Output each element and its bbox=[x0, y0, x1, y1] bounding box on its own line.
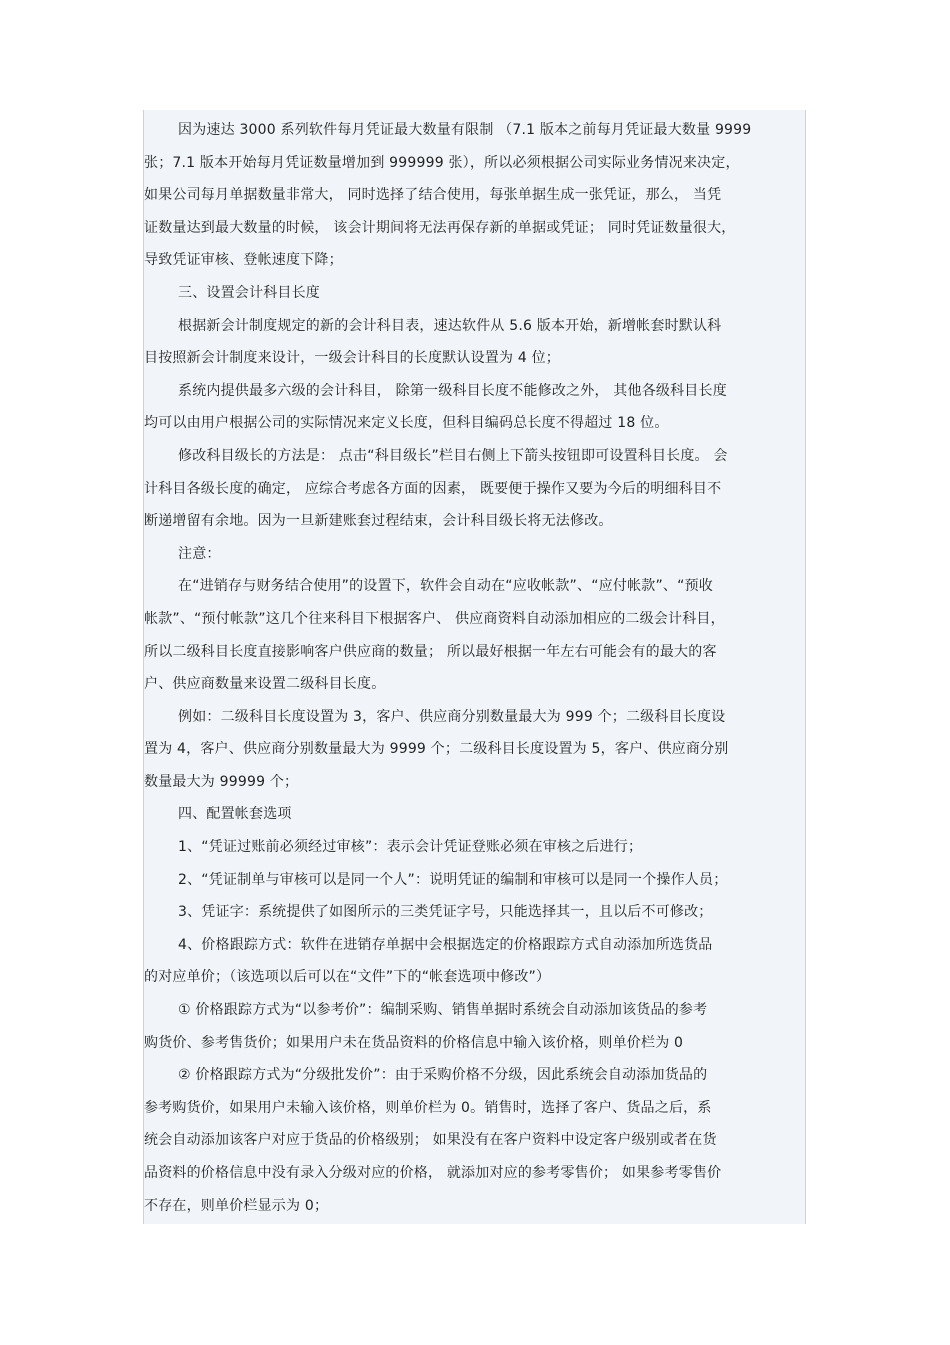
paragraph bbox=[144, 440, 807, 538]
paragraph bbox=[144, 1059, 807, 1222]
text-line: 1、“凭证过账前必须经过审核”：表示会计凭证登账必须在审核之后进行； bbox=[178, 839, 643, 856]
paragraph bbox=[144, 310, 807, 375]
paragraph bbox=[144, 994, 807, 1059]
paragraph bbox=[144, 538, 807, 571]
text-line: 置为 4，客户、供应商分别数量最大为 9999 个；二级科目长度设置为 5，客户、供应商分别 bbox=[144, 741, 729, 758]
text-line: 参考购货价，如果用户未输入该价格，则单价栏为 0。销售时，选择了客户、货品之后，系 bbox=[144, 1099, 712, 1116]
text-line: 购货价、参考售货价；如果用户未在货品资料的价格信息中输入该价格，则单价栏为 0 bbox=[144, 1034, 684, 1051]
text-line: 张；7.1 版本开始每月凭证数量增加到 999999 张），所以必须根据公司实际业务情况来决定， bbox=[144, 154, 740, 171]
text-line: 修改科目级长的方法是： 点击“科目级长”栏目右侧上下箭头按钮即可设置科目长度。 会 bbox=[178, 447, 728, 464]
text-line: 均可以由用户根据公司的实际情况来定义长度，但科目编码总长度不得超过 18 位。 bbox=[144, 415, 669, 432]
text-line: 如果公司每月单据数量非常大， 同时选择了结合使用，每张单据生成一张凭证，那么， 当凭 bbox=[144, 187, 722, 204]
document-page bbox=[143, 110, 806, 1224]
paragraph bbox=[144, 831, 807, 864]
text-line: 例如：二级科目长度设置为 3，客户、供应商分别数量最大为 999 个；二级科目长度设 bbox=[178, 708, 726, 725]
paragraph bbox=[144, 929, 807, 994]
text-line: 因为速达 3000 系列软件每月凭证最大数量有限制 （7.1 版本之前每月凭证最大数量 9999 bbox=[178, 122, 752, 138]
paragraph bbox=[144, 277, 807, 310]
text-line: 的对应单价；（该选项以后可以在“文件”下的“帐套选项中修改”） bbox=[144, 969, 551, 986]
document-body bbox=[144, 110, 807, 1222]
paragraph bbox=[144, 701, 807, 799]
text-line: 导致凭证审核、登帐速度下降； bbox=[144, 252, 343, 269]
text-line: 户、供应商数量来设置二级科目长度。 bbox=[144, 676, 386, 693]
text-line: 三、设置会计科目长度 bbox=[178, 284, 320, 301]
text-line: 4、价格跟踪方式：软件在进销存单据中会根据选定的价格跟踪方式自动添加所选货品 bbox=[178, 936, 713, 953]
paragraph bbox=[144, 375, 807, 440]
text-line: 证数量达到最大数量的时候， 该会计期间将无法再保存新的单据或凭证； 同时凭证数量很大， bbox=[144, 219, 736, 236]
paragraph bbox=[144, 896, 807, 929]
text-line: 计科目各级长度的确定， 应综合考虑各方面的因素， 既要便于操作又要为今后的明细科目不 bbox=[144, 480, 722, 497]
text-line: 目按照新会计制度来设计，一级会计科目的长度默认设置为 4 位； bbox=[144, 350, 561, 367]
paragraph bbox=[144, 864, 807, 897]
text-line: 不存在，则单价栏显示为 0； bbox=[144, 1197, 329, 1214]
text-line: 3、凭证字：系统提供了如图所示的三类凭证字号，只能选择其一，且以后不可修改； bbox=[178, 904, 713, 921]
text-line: 数量最大为 99999 个； bbox=[144, 773, 299, 790]
text-line: 帐款”、“预付帐款”这几个往来科目下根据客户、 供应商资料自动添加相应的二级会计科目， bbox=[144, 610, 725, 627]
paragraph bbox=[144, 570, 807, 700]
text-line: 品资料的价格信息中没有录入分级对应的价格， 就添加对应的参考零售价； 如果参考零售价 bbox=[144, 1165, 722, 1181]
text-line: 断递增留有余地。因为一旦新建账套过程结束，会计科目级长将无法修改。 bbox=[144, 513, 613, 530]
text-line: ① 价格跟踪方式为“以参考价”：编制采购、销售单据时系统会自动添加该货品的参考 bbox=[178, 1002, 708, 1019]
text-line: 系统内提供最多六级的会计科目， 除第一级科目长度不能修改之外， 其他各级科目长度 bbox=[178, 382, 727, 399]
text-line: 2、“凭证制单与审核可以是同一个人”：说明凭证的编制和审核可以是同一个操作人员； bbox=[178, 871, 728, 888]
text-line: 四、配置帐套选项 bbox=[178, 806, 292, 823]
text-line: 统会自动添加该客户对应于货品的价格级别； 如果没有在客户资料中设定客户级别或者在货 bbox=[144, 1132, 717, 1149]
paragraph bbox=[144, 798, 807, 831]
text-line: 根据新会计制度规定的新的会计科目表，速达软件从 5.6 版本开始，新增帐套时默认科 bbox=[178, 317, 722, 334]
text-line: 注意： bbox=[178, 545, 221, 562]
text-line: 所以二级科目长度直接影响客户供应商的数量； 所以最好根据一年左右可能会有的最大的客 bbox=[144, 643, 717, 660]
text-line: 在“进销存与财务结合使用”的设置下，软件会自动在“应收帐款”、“应付帐款”、“预收 bbox=[178, 578, 713, 595]
text-line: ② 价格跟踪方式为“分级批发价”：由于采购价格不分级，因此系统会自动添加货品的 bbox=[178, 1067, 708, 1084]
paragraph bbox=[144, 114, 807, 277]
